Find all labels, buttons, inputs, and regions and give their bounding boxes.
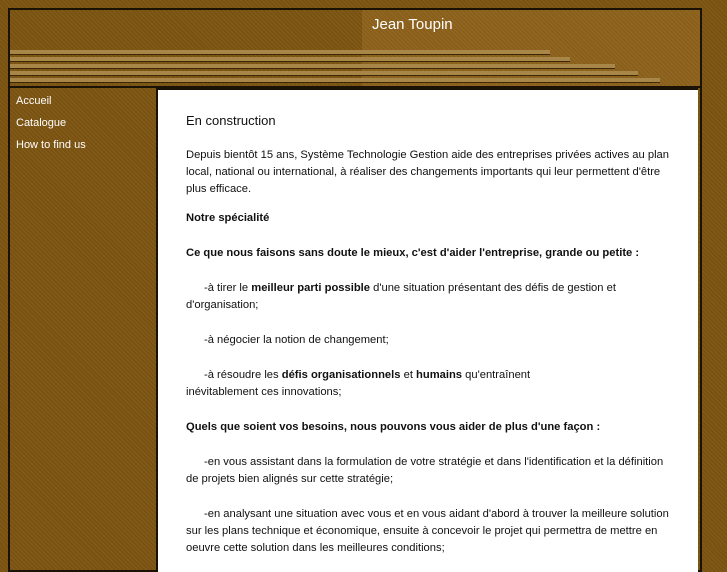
bullet-1-post: d'une situation présentant des défis de gestion et d'organisation; (186, 282, 616, 311)
header-stripe (10, 50, 550, 55)
nav-catalogue[interactable]: Catalogue (16, 117, 67, 129)
bullet-1-pre: -à tirer le (204, 282, 252, 294)
bullet-3-line-2: inévitablement ces innovations; (186, 386, 342, 398)
bullet-3-pre: -à résoudre les (204, 369, 282, 381)
bullet-1 (186, 280, 670, 314)
bullet-3-bold-1: défis organisationnels (281, 369, 401, 381)
bullet-3-bold-2: humains (416, 369, 463, 381)
bullet-3-post: qu'entraînent (462, 369, 531, 381)
need-1 (186, 454, 670, 488)
main-content (156, 88, 698, 572)
best-heading: Ce que nous faisons sans doute le mieux, c'est d'aider l'entreprise, grande ou petite : (186, 247, 640, 259)
intro-paragraph: Depuis bientôt 15 ans, Système Technologie Gestion aide des entreprises privées actives au plan local, national ou international, à réaliser des changements importants qui leur permettent d'être plus efficace. (186, 149, 670, 195)
bullet-3 (186, 367, 670, 401)
header-stripe (10, 78, 660, 83)
bullet-3-mid: et (400, 369, 417, 381)
bullet-1-bold: meilleur parti possible (251, 282, 370, 294)
header-stripe (10, 57, 570, 62)
header-stripe (10, 71, 638, 76)
specialty-heading: Notre spécialité (186, 212, 270, 224)
header-stripe (10, 64, 615, 69)
need-2 (186, 506, 670, 557)
sidebar (10, 88, 154, 570)
content-title: En construction (186, 113, 276, 128)
header (10, 10, 700, 88)
page-frame (8, 8, 702, 572)
needs-heading: Quels que soient vos besoins, nous pouvons vous aider de plus d'une façon : (186, 421, 601, 433)
need-1-text: -en vous assistant dans la formulation de votre stratégie et dans l'identification et la définition de projets bien alignés sur cette stratégie; (186, 456, 664, 485)
nav-how-to-find-us[interactable]: How to find us (16, 139, 86, 151)
nav-accueil[interactable]: Accueil (16, 95, 52, 107)
bullet-2: -à négocier la notion de changement; (204, 334, 389, 346)
need-2-text: -en analysant une situation avec vous et en vous aidant d'abord à trouver la meilleure solution sur les plans technique et économique, ensuite à concevoir le projet qui permettra de mettre en oeuvre cette solution dans les meilleures conditions; (186, 508, 669, 554)
site-title: Jean Toupin (372, 16, 453, 33)
